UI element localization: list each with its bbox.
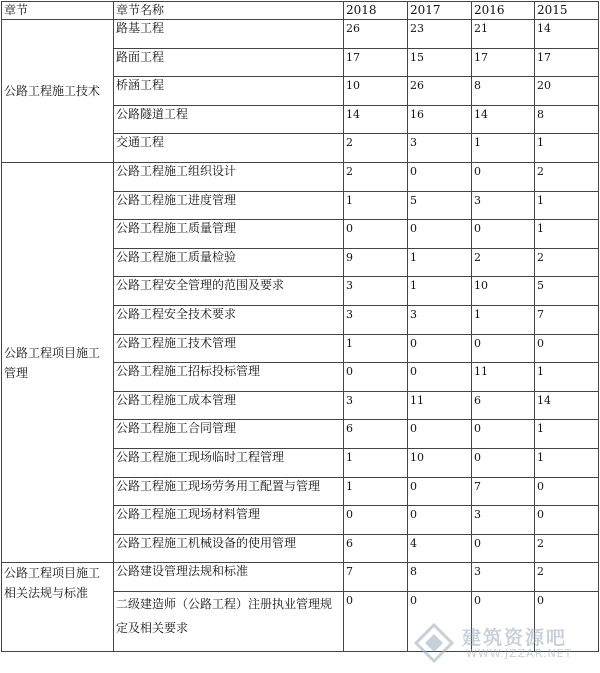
value-cell: 14 [344,105,408,134]
value-cell: 7 [472,477,535,506]
section-name-cell: 桥涵工程 [114,77,344,106]
value-cell: 3 [344,277,408,306]
section-name-cell: 公路工程施工招标投标管理 [114,363,344,392]
value-cell: 0 [408,477,472,506]
value-cell: 2 [535,534,599,563]
value-cell: 1 [535,220,599,249]
value-cell: 0 [344,591,408,651]
section-name-cell: 公路工程施工现场劳务用工配置与管理 [114,477,344,506]
section-name-cell: 公路建设管理法规和标准 [114,563,344,592]
value-cell: 0 [344,506,408,535]
section-name-cell: 公路工程施工进度管理 [114,191,344,220]
value-cell: 3 [472,563,535,592]
value-cell: 16 [408,105,472,134]
value-cell: 1 [535,420,599,449]
value-cell: 11 [472,363,535,392]
watermark-text: 建筑资源吧 [462,627,568,649]
value-cell: 1 [472,305,535,334]
value-cell: 0 [472,591,535,651]
value-cell: 1 [344,477,408,506]
value-cell: 0 [408,591,472,651]
value-cell: 0 [408,220,472,249]
value-cell: 14 [472,105,535,134]
exam-score-table [1,1,599,652]
value-cell: 21 [472,20,535,49]
header-year-2016: 2016 [472,2,535,20]
value-cell: 14 [535,20,599,49]
section-name-cell: 公路工程施工成本管理 [114,391,344,420]
section-name-cell: 公路工程施工技术管理 [114,334,344,363]
value-cell: 3 [408,305,472,334]
value-cell: 6 [472,391,535,420]
section-name-cell: 公路工程施工质量检验 [114,248,344,277]
value-cell: 0 [408,363,472,392]
value-cell: 0 [535,477,599,506]
value-cell: 1 [408,277,472,306]
chapter-cell: 公路工程项目施工管理 [2,162,114,562]
chapter-cell: 公路工程项目施工相关法规与标准 [2,563,114,652]
value-cell: 8 [472,77,535,106]
value-cell: 0 [472,334,535,363]
value-cell: 2 [535,248,599,277]
value-cell: 0 [535,591,599,651]
value-cell: 2 [344,134,408,163]
value-cell: 1 [472,134,535,163]
value-cell: 0 [408,420,472,449]
value-cell: 1 [344,191,408,220]
value-cell: 0 [344,363,408,392]
value-cell: 15 [408,48,472,77]
value-cell: 6 [344,420,408,449]
value-cell: 17 [535,48,599,77]
value-cell: 23 [408,20,472,49]
table-row [2,162,599,191]
value-cell: 14 [535,391,599,420]
header-row [2,2,599,20]
chapter-cell: 公路工程施工技术 [2,20,114,163]
section-name-cell: 公路工程施工质量管理 [114,220,344,249]
value-cell: 0 [408,162,472,191]
value-cell: 11 [408,391,472,420]
value-cell: 10 [344,77,408,106]
value-cell: 0 [472,220,535,249]
header-section-name: 章节名称 [114,2,344,20]
value-cell: 3 [472,191,535,220]
value-cell: 0 [472,162,535,191]
value-cell: 5 [535,277,599,306]
section-name-cell: 二级建造师（公路工程）注册执业管理规定及相关要求 [114,591,344,651]
watermark-url: WWW.JZZAR.NET [466,647,573,660]
section-name-cell: 公路隧道工程 [114,105,344,134]
value-cell: 0 [472,420,535,449]
section-name-cell: 公路工程施工组织设计 [114,162,344,191]
value-cell: 7 [344,563,408,592]
value-cell: 4 [408,534,472,563]
value-cell: 0 [472,448,535,477]
section-name-cell: 公路工程安全技术要求 [114,305,344,334]
value-cell: 26 [408,77,472,106]
value-cell: 7 [535,305,599,334]
value-cell: 26 [344,20,408,49]
value-cell: 1 [535,134,599,163]
value-cell: 0 [408,334,472,363]
value-cell: 2 [535,162,599,191]
value-cell: 10 [408,448,472,477]
value-cell: 8 [408,563,472,592]
value-cell: 1 [408,248,472,277]
value-cell: 1 [535,363,599,392]
section-name-cell: 交通工程 [114,134,344,163]
section-name-cell: 公路工程安全管理的范围及要求 [114,277,344,306]
table-row [2,563,599,592]
section-name-cell: 路基工程 [114,20,344,49]
value-cell: 1 [535,448,599,477]
value-cell: 17 [344,48,408,77]
value-cell: 20 [535,77,599,106]
value-cell: 0 [408,506,472,535]
section-name-cell: 公路工程施工机械设备的使用管理 [114,534,344,563]
table-row [2,20,599,49]
value-cell: 0 [535,334,599,363]
value-cell: 0 [344,220,408,249]
value-cell: 2 [472,248,535,277]
header-chapter: 章节 [2,2,114,20]
header-year-2017: 2017 [408,2,472,20]
section-name-cell: 公路工程施工现场材料管理 [114,506,344,535]
header-year-2018: 2018 [344,2,408,20]
value-cell: 0 [472,534,535,563]
value-cell: 2 [344,162,408,191]
value-cell: 3 [408,134,472,163]
value-cell: 0 [535,506,599,535]
value-cell: 3 [472,506,535,535]
value-cell: 10 [472,277,535,306]
value-cell: 8 [535,105,599,134]
section-name-cell: 公路工程施工合同管理 [114,420,344,449]
value-cell: 9 [344,248,408,277]
value-cell: 2 [535,563,599,592]
value-cell: 6 [344,534,408,563]
value-cell: 3 [344,391,408,420]
section-name-cell: 公路工程施工现场临时工程管理 [114,448,344,477]
value-cell: 5 [408,191,472,220]
section-name-cell: 路面工程 [114,48,344,77]
value-cell: 1 [535,191,599,220]
value-cell: 17 [472,48,535,77]
header-year-2015: 2015 [535,2,599,20]
value-cell: 1 [344,448,408,477]
value-cell: 3 [344,305,408,334]
value-cell: 1 [344,334,408,363]
